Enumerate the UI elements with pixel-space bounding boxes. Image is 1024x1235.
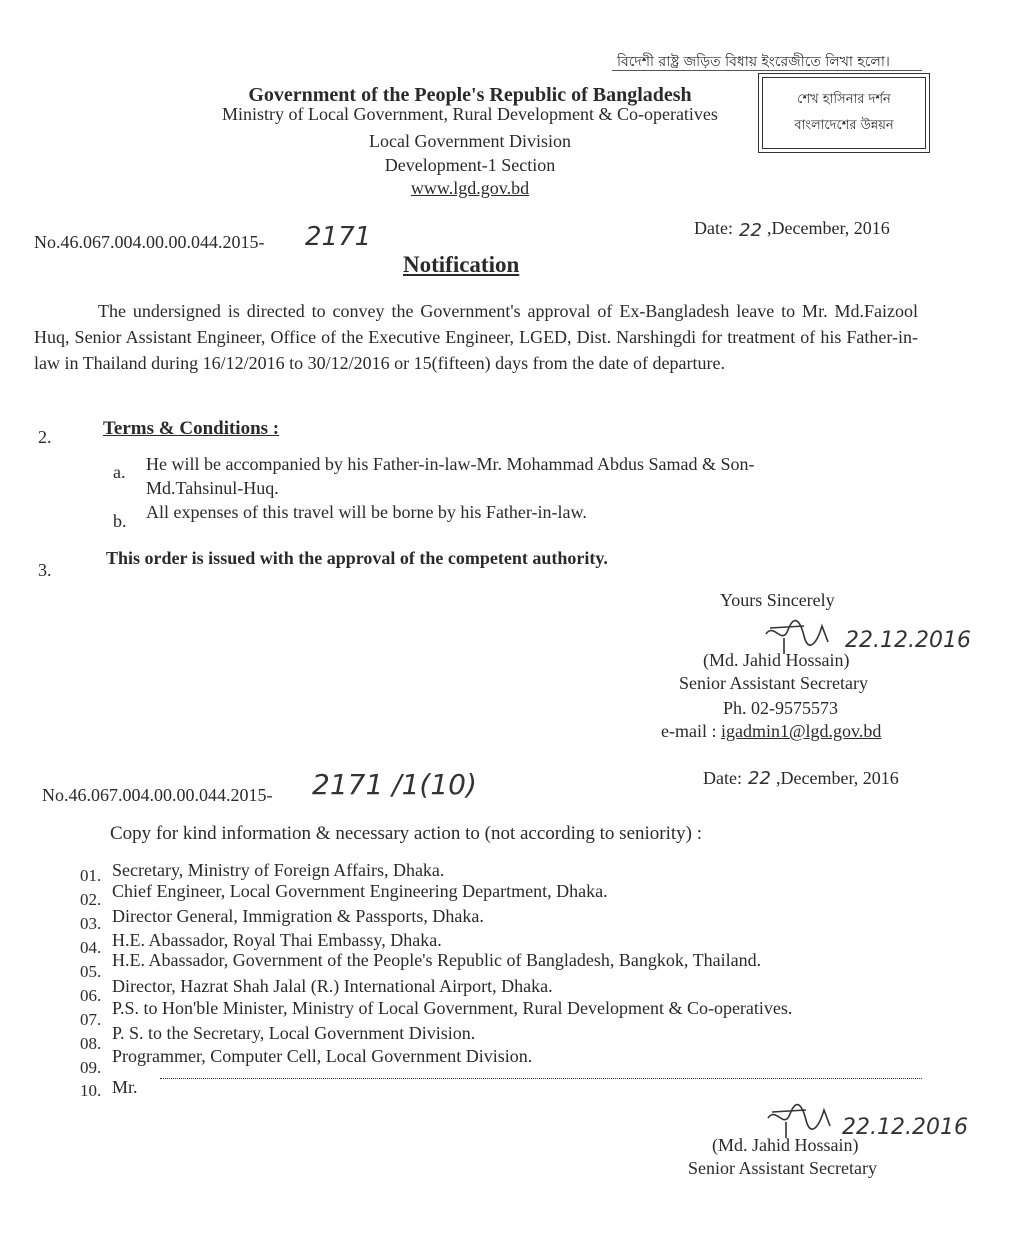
website-link[interactable]: www.lgd.gov.bd [410,178,530,198]
memo-date [694,218,890,239]
condition-a-letter: a. [113,462,126,482]
date-suffix: ,December, 2016 [766,218,890,238]
copy-list-number: 03. [80,914,102,933]
slogan-line-2: বাংলাদেশের উন্নয়ন [794,118,894,133]
condition-b-text: All expenses of this travel will be borne by his Father-in-law. [146,502,587,522]
bangla-header-note: বিদেশী রাষ্ট্র জড়িত বিধায় ইংরেজীতে লিখা হলো। [617,54,890,70]
copy-list-item: Secretary, Ministry of Foreign Affairs, Dhaka. [112,860,445,880]
copy-list-number: 06. [80,986,102,1005]
copy-list-number: 04. [80,938,102,957]
copy-list-number: 09. [80,1058,102,1077]
order-statement: This order is issued with the approval of the competent authority. [106,548,608,568]
copy-list-number: 05. [80,962,102,981]
slogan-stamp-box [762,77,926,149]
copy-list-item: H.E. Abassador, Royal Thai Embassy, Dhaka. [112,930,442,950]
date-suffix-2: ,December, 2016 [775,768,899,788]
date-prefix: Date: [694,218,733,238]
notification-title: Notification [403,252,520,277]
division-name: Local Government Division [369,131,571,151]
slogan-line-1: শেখ হাসিনার দর্শন [797,92,891,107]
notification-body-paragraph: The undersigned is directed to convey the Government's approval of Ex-Bangladesh leave to Mr. Md.Faizool Huq, Senior Assistant Engineer, Office of the Executive Engineer, LGED, Dist. Narshingdi for treatment of his Father-in-law in Thailand during 16/12/2016 to 30/12/2016 or 15(fifteen) days from the date of departure. [34,301,918,373]
signature-scribble-2 [766,1100,846,1140]
signatory-designation-2: Senior Assistant Secretary [688,1158,877,1178]
signatory-name-2: (Md. Jahid Hossain) [712,1135,859,1155]
copy-list-item: H.E. Abassador, Government of the People's Republic of Bangladesh, Bangkok, Thailand. [112,950,762,970]
condition-b-letter: b. [113,511,127,531]
copy-list-item: Director, Hazrat Shah Jalal (R.) International Airport, Dhaka. [112,976,553,996]
copy-list-number: 07. [80,1010,102,1029]
signatory-name-1: (Md. Jahid Hossain) [703,650,850,670]
government-title: Government of the People's Republic of Bangladesh [248,84,692,106]
handwritten-memo-number: 2171 [305,222,372,252]
handwritten-date-day: 22 [739,220,762,241]
signature-date-2: 22.12.2016 [842,1115,968,1140]
terms-heading: Terms & Conditions : [103,418,280,439]
copy-list-item: Director General, Immigration & Passports, Dhaka. [112,906,484,926]
date-prefix-2: Date: [703,768,742,788]
copy-distribution-intro: Copy for kind information & necessary action to (not according to seniority) : [110,823,703,844]
copy-list-item: Programmer, Computer Cell, Local Government Division. [112,1046,533,1066]
memo-reference-number: No.46.067.004.00.00.044.2015- [34,232,265,252]
signatory-designation-1: Senior Assistant Secretary [679,673,868,693]
copy-list-item: Mr. [112,1077,138,1097]
closing-salutation: Yours Sincerely [720,590,835,610]
copy-list-number: 10. [80,1081,102,1100]
copy-list-number: 02. [80,890,102,909]
copy-list-item: P.S. to Hon'ble Minister, Ministry of Local Government, Rural Development & Co-operatives. [112,998,793,1018]
header-note-underline [612,70,922,71]
ministry-name: Ministry of Local Government, Rural Development & Co-operatives [222,104,718,124]
copy-list-item: Chief Engineer, Local Government Engineering Department, Dhaka. [112,881,608,901]
copy-list-number: 08. [80,1034,102,1053]
email-link[interactable]: igadmin1@lgd.gov.bd [720,721,882,741]
copy-list-number: 01. [80,866,102,885]
signatory-email-line [661,721,881,742]
copy-memo-reference-number: No.46.067.004.00.00.044.2015- [42,785,273,805]
email-label: e-mail : [661,721,721,741]
terms-section-number: 2. [38,427,52,447]
section-name: Development-1 Section [384,155,556,175]
copy-memo-date [703,768,899,789]
signature-date-1: 22.12.2016 [845,628,971,653]
condition-a-text: He will be accompanied by his Father-in-law-Mr. Mohammad Abdus Samad & Son-Md.Tahsinul-Huq. [146,454,755,498]
handwritten-copy-memo-number: 2171 /1(10) [312,768,477,801]
order-section-number: 3. [38,560,52,580]
handwritten-date-day-2: 22 [748,768,771,789]
copy-list-item: P. S. to the Secretary, Local Government Division. [112,1023,476,1043]
blank-recipient-dotted-line [160,1066,922,1079]
signatory-phone: Ph. 02-9575573 [723,698,839,718]
